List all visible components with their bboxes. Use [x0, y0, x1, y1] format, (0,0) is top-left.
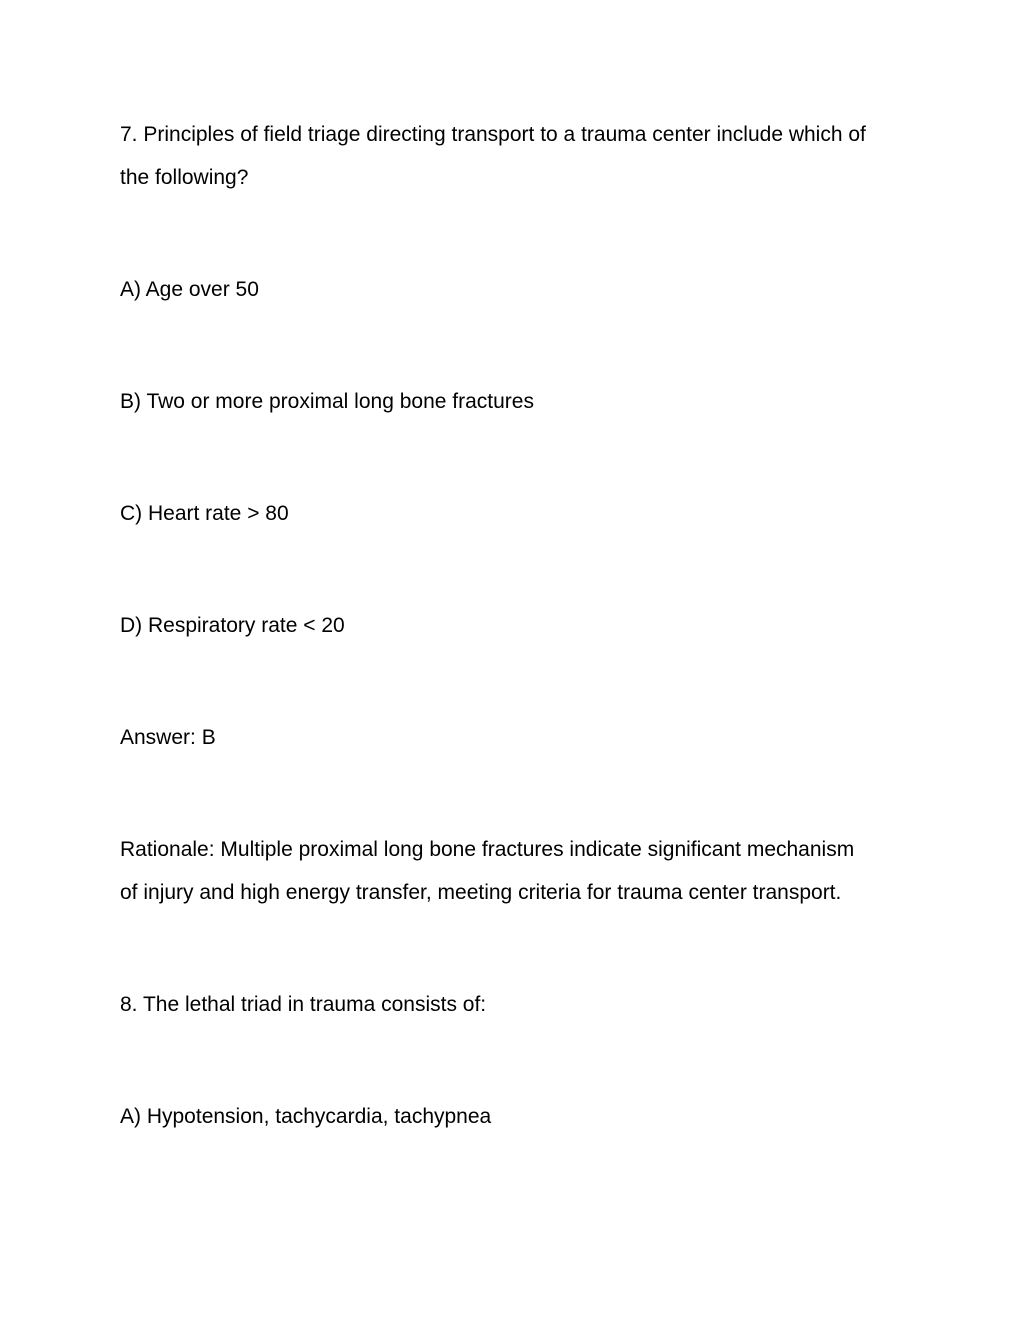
q7-option-d: D) Respiratory rate < 20 [120, 614, 345, 637]
q7-rationale-line-2: of injury and high energy transfer, meeting criteria for trauma center transport. [120, 881, 842, 904]
q7-question-line-1: 7. Principles of field triage directing transport to a trauma center include which of [120, 123, 866, 146]
q7-answer: Answer: B [120, 726, 216, 749]
q7-option-b: B) Two or more proximal long bone fractures [120, 390, 534, 413]
q7-question-line-2: the following? [120, 166, 249, 189]
q8-option-a: A) Hypotension, tachycardia, tachypnea [120, 1105, 492, 1128]
q7-option-a: A) Age over 50 [120, 278, 259, 301]
q7-rationale-line-1: Rationale: Multiple proximal long bone fractures indicate significant mechanism [120, 838, 855, 861]
q8-question: 8. The lethal triad in trauma consists of: [120, 993, 487, 1016]
q7-option-c: C) Heart rate > 80 [120, 502, 289, 525]
